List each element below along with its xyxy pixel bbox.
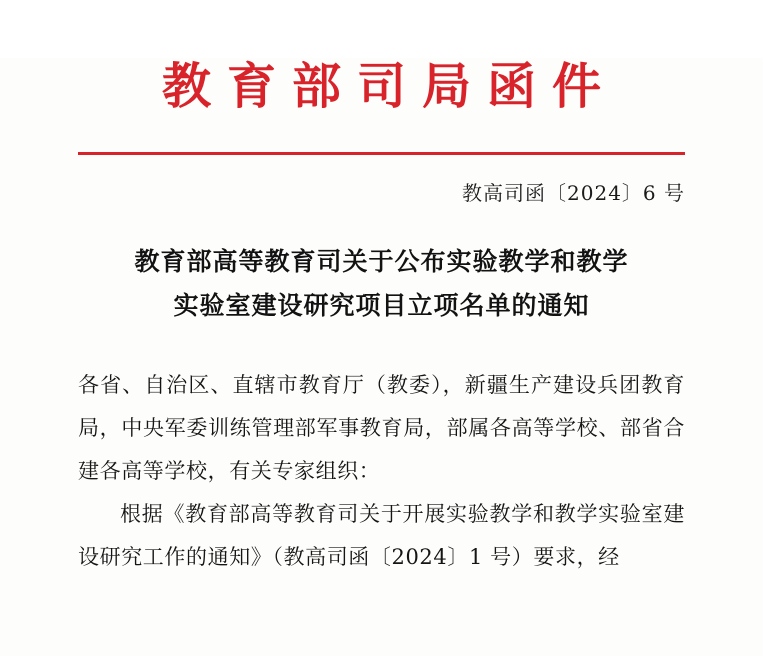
document-masthead: 教育部司局函件: [161, 57, 617, 115]
body-paragraph-basis: 根据《教育部高等教育司关于开展实验教学和教学实验室建设研究工作的通知》（教高司函〔2024〕1 号）要求，经: [78, 501, 685, 570]
document-page: [0, 58, 763, 656]
document-title: [78, 240, 685, 328]
document-body: [78, 364, 685, 579]
document-title-line-2: 实验室建设研究项目立项名单的通知: [173, 291, 590, 321]
document-title-line-1: 教育部高等教育司关于公布实验教学和教学: [134, 247, 629, 277]
body-paragraph-recipients: 各省、自治区、直辖市教育厅（教委），新疆生产建设兵团教育局，中央军委训练管理部军事教育局，部属各高等学校、部省合建各高等学校，有关专家组织：: [78, 372, 685, 483]
document-number: 教高司函〔2024〕6 号: [462, 181, 685, 206]
masthead-divider-rule: [78, 152, 685, 155]
